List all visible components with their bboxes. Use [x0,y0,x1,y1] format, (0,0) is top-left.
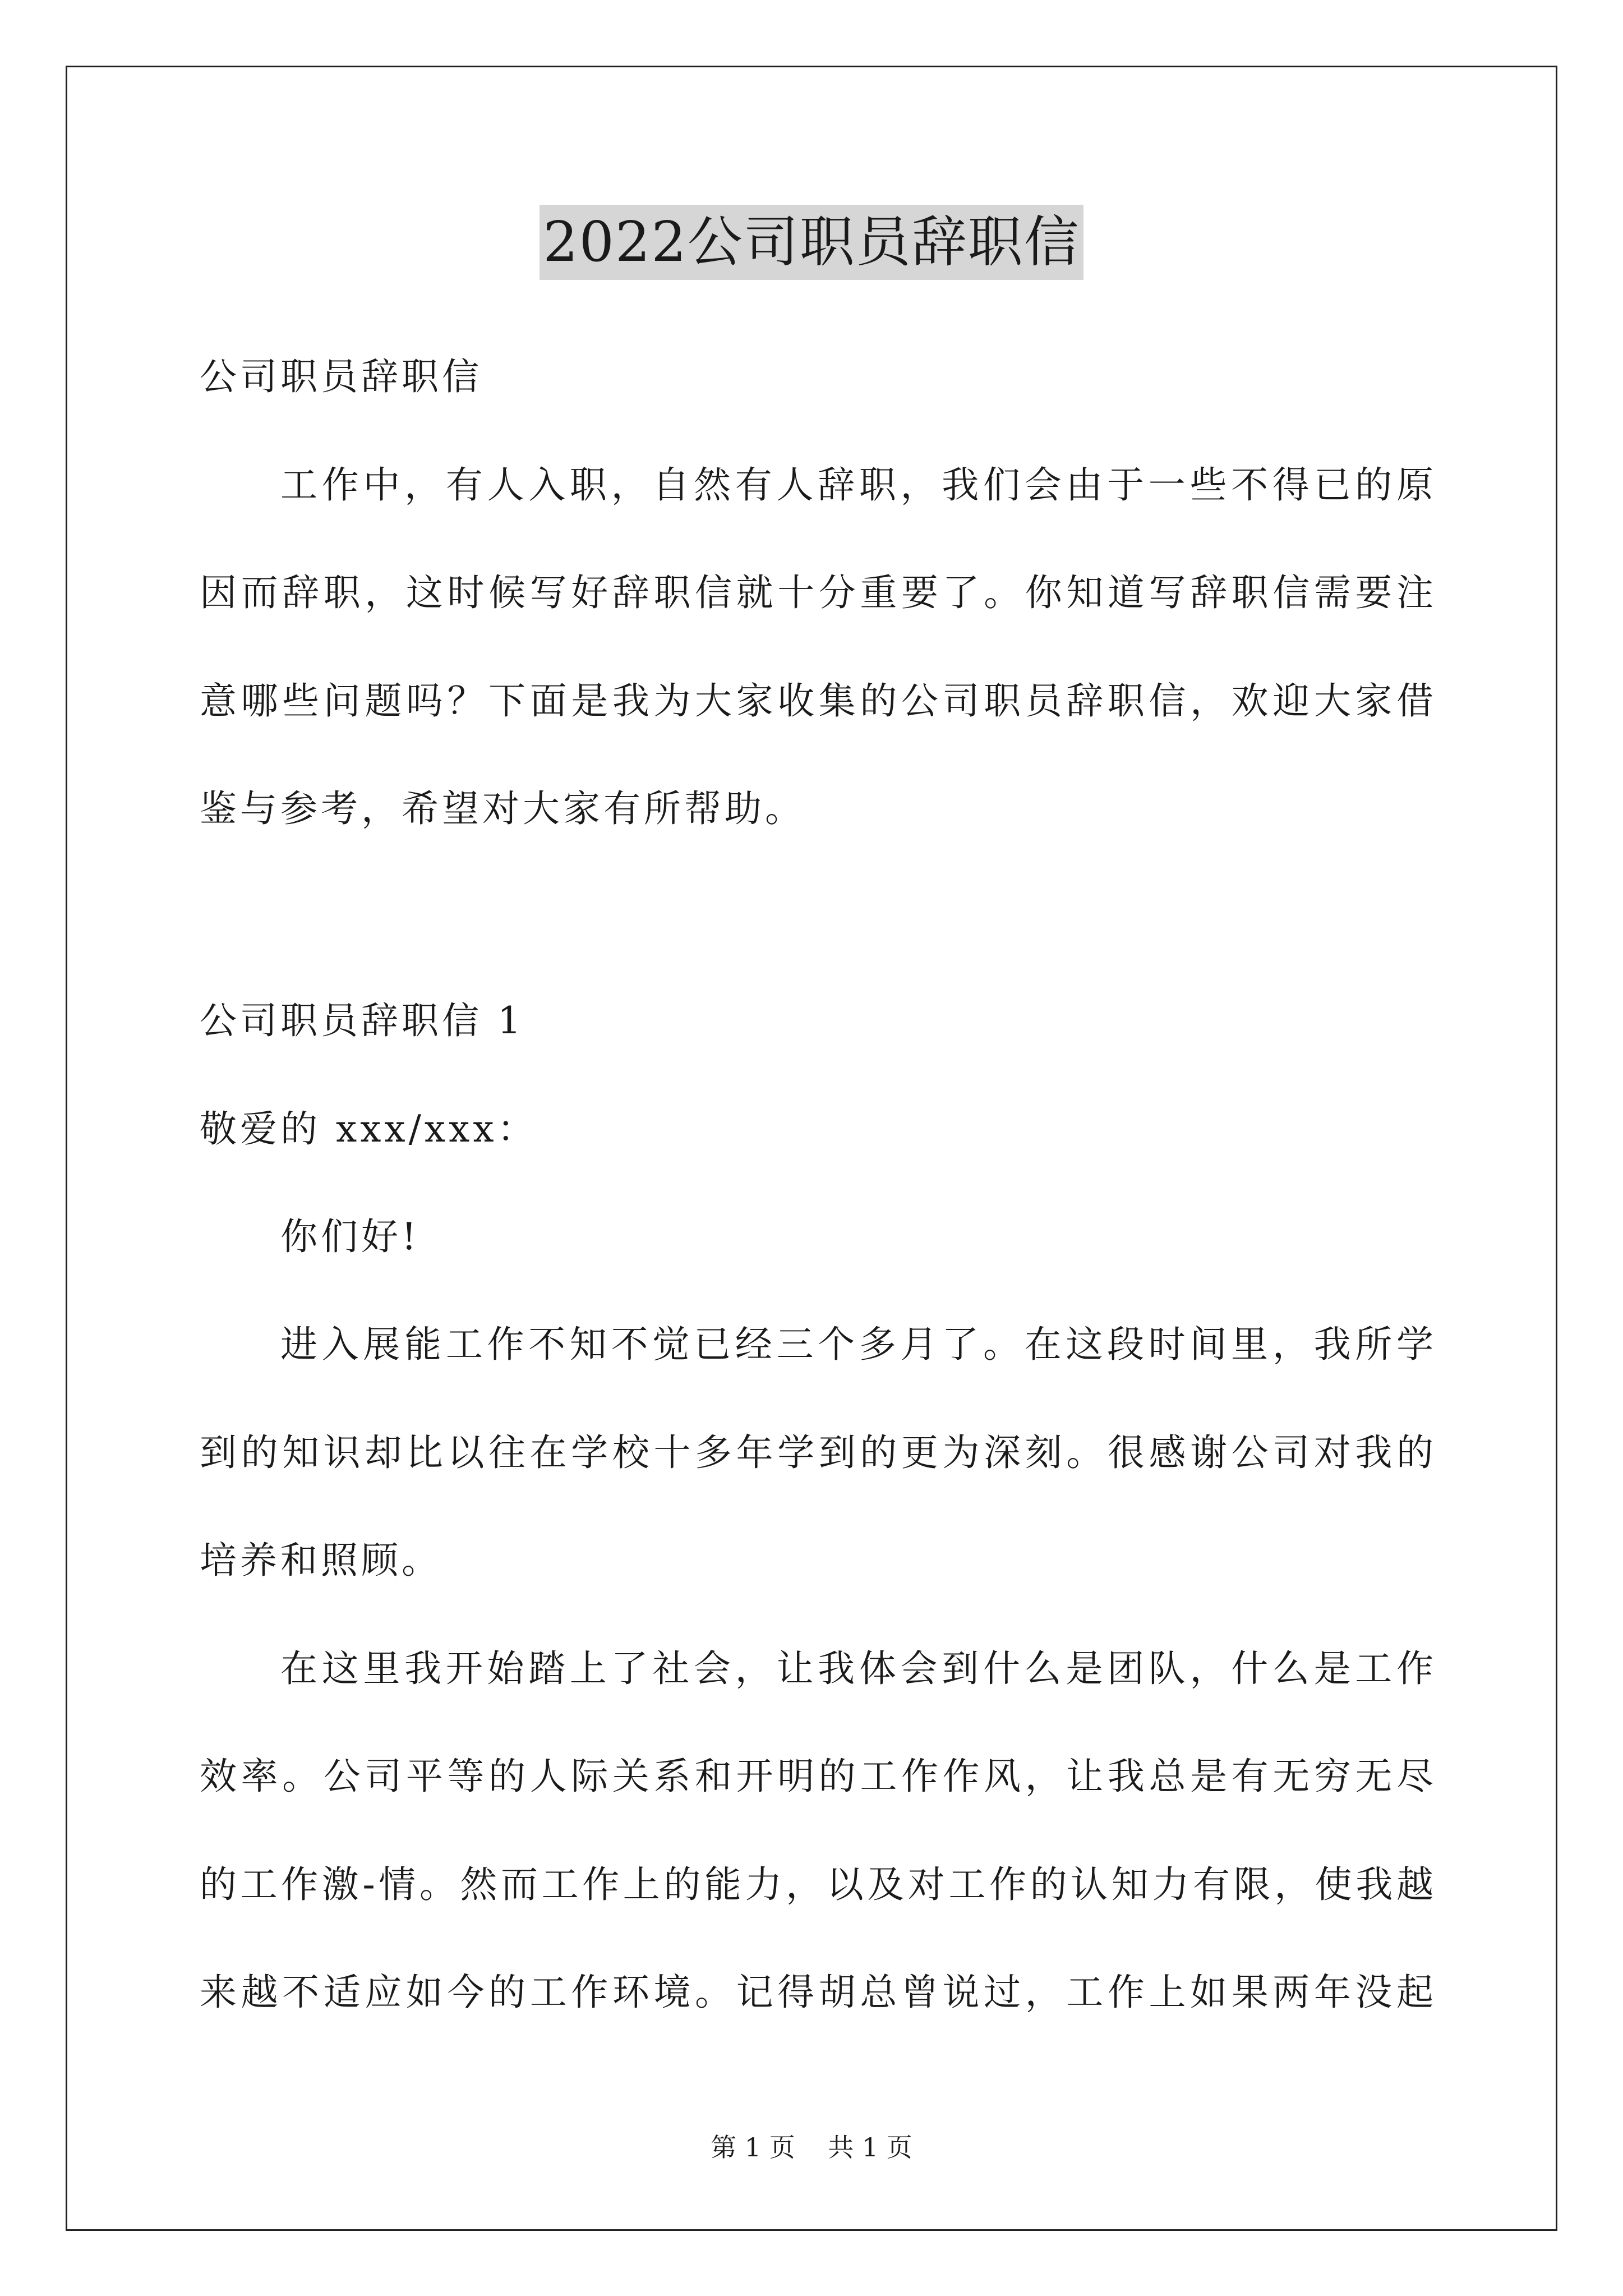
greeting: 你们好! [280,1215,420,1258]
intro-line-3: 意哪些问题吗？下面是我为大家收集的公司职员辞职信，欢迎大家借 [200,679,1433,723]
section-heading: 公司职员辞职信 1 [200,999,524,1042]
page-footer: 第 1 页 共 1 页 [711,2132,912,2162]
intro-line-1: 工作中，有人入职，自然有人辞职，我们会由于一些不得已的原 [280,463,1433,507]
subtitle: 公司职员辞职信 [200,355,482,398]
intro-line-2: 因而辞职，这时候写好辞职信就十分重要了。你知道写辞职信需要注 [200,571,1433,614]
para2-line-2: 效率。公司平等的人际关系和开明的工作作风，让我总是有无穷无尽 [200,1755,1433,1798]
salutation: 敬爱的 xxx/xxx： [200,1107,538,1151]
intro-line-4: 鉴与参考，希望对大家有所帮助。 [200,787,805,830]
para2-line-3: 的工作激-情。然而工作上的能力，以及对工作的认知力有限，使我越 [200,1863,1433,1906]
document-title: 2022公司职员辞职信 [540,205,1083,280]
para1-line-2: 到的知识却比以往在学校十多年学到的更为深刻。很感谢公司对我的 [200,1431,1433,1474]
para1-line-1: 进入展能工作不知不觉已经三个多月了。在这段时间里，我所学 [280,1323,1433,1366]
para2-line-1: 在这里我开始踏上了社会，让我体会到什么是团队，什么是工作 [280,1647,1433,1690]
title-container [0,205,1623,280]
para2-line-4: 来越不适应如今的工作环境。记得胡总曾说过，工作上如果两年没起 [200,1971,1433,2014]
para1-line-3: 培养和照顾。 [200,1539,442,1582]
